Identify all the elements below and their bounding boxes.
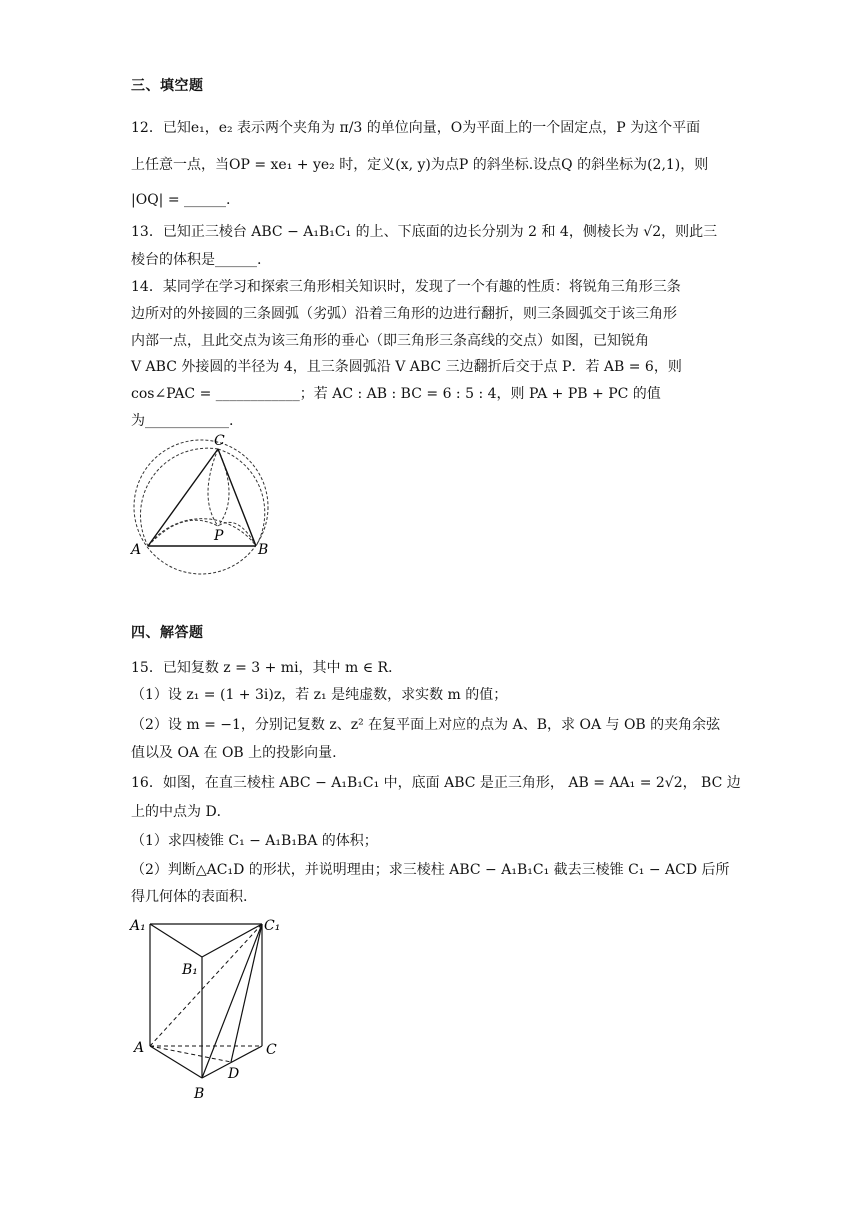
q14-line-1: 14．某同学在学习和探索三角形相关知识时，发现了一个有趣的性质：将锐角三角形三条 bbox=[131, 279, 681, 295]
label-B: B bbox=[194, 1086, 205, 1102]
label-C: C bbox=[266, 1042, 277, 1058]
q15-line-2: （1）设 z₁ = (1 + 3i)z，若 z₁ 是纯虚数，求实数 m 的值； bbox=[131, 687, 508, 703]
q12-line-3: |OQ| = ______. bbox=[131, 192, 231, 208]
section-title-answer: 四、解答题 bbox=[131, 625, 204, 641]
q14-line-5: cos∠PAC = ____________；若 AC : AB : BC = 6 : 5 : 4，则 PA + PB + PC 的值 bbox=[131, 386, 661, 402]
q16-line-5: 得几何体的表面积. bbox=[131, 889, 248, 905]
q15-line-3: （2）设 m = −1，分别记复数 z、z² 在复平面上对应的点为 A、B，求 OA 与 OB 的夹角余弦 bbox=[131, 717, 721, 733]
q16-line-2: 上的中点为 D． bbox=[131, 804, 231, 820]
q12-line-2: 上任意一点，当OP = xe₁ + ye₂ 时，定义(x, y)为点P 的斜坐标.设点Q 的斜坐标为(2,1)，则 bbox=[131, 157, 709, 173]
label-B1: B₁ bbox=[182, 962, 198, 978]
q14-line-4: V ABC 外接圆的半径为 4，且三条圆弧沿 V ABC 三边翻折后交于点 P．若 AB = 6，则 bbox=[131, 359, 682, 375]
q14-line-3: 内部一点，且此交点为该三角形的垂心（即三角形三条高线的交点）如图，已知锐角 bbox=[131, 333, 649, 349]
q12-line-1: 12．已知e₁，e₂ 表示两个夹角为 π/3 的单位向量，O为平面上的一个固定点，P 为这个平面 bbox=[131, 120, 701, 136]
label-A: A bbox=[134, 1040, 145, 1056]
section-title-fill-in: 三、填空题 bbox=[131, 78, 204, 94]
q14-line-6: 为____________. bbox=[131, 413, 234, 429]
q15-line-1: 15．已知复数 z = 3 + mi，其中 m ∈ R． bbox=[131, 660, 403, 676]
q16-line-3: （1）求四棱锥 C₁ − A₁B₁BA 的体积； bbox=[131, 833, 378, 849]
label-D: D bbox=[228, 1066, 240, 1082]
label-A: A bbox=[131, 542, 142, 558]
label-P: P bbox=[214, 528, 224, 544]
label-A1: A₁ bbox=[130, 918, 146, 934]
label-C1: C₁ bbox=[264, 918, 281, 934]
q16-line-1: 16．如图，在直三棱柱 ABC − A₁B₁C₁ 中，底面 ABC 是正三角形， AB = AA₁ = 2√2， BC 边 bbox=[131, 775, 741, 791]
label-B: B bbox=[258, 542, 269, 558]
q14-line-2: 边所对的外接圆的三条圆弧（劣弧）沿着三角形的边进行翻折，则三条圆弧交于该三角形 bbox=[131, 306, 677, 322]
q13-line-2: 棱台的体积是______. bbox=[131, 252, 262, 268]
label-C: C bbox=[214, 433, 225, 449]
q13-line-1: 13．已知正三棱台 ABC − A₁B₁C₁ 的上、下底面的边长分别为 2 和 4，侧棱长为 √2，则此三 bbox=[131, 224, 718, 240]
q16-line-4: （2）判断△AC₁D 的形状，并说明理由；求三棱柱 ABC − A₁B₁C₁ 截去三棱锥 C₁ − ACD 后所 bbox=[131, 862, 730, 878]
circumcircle-figure bbox=[128, 428, 278, 578]
prism-figure bbox=[128, 912, 288, 1104]
q15-line-4: 值以及 OA 在 OB 上的投影向量. bbox=[131, 745, 337, 761]
